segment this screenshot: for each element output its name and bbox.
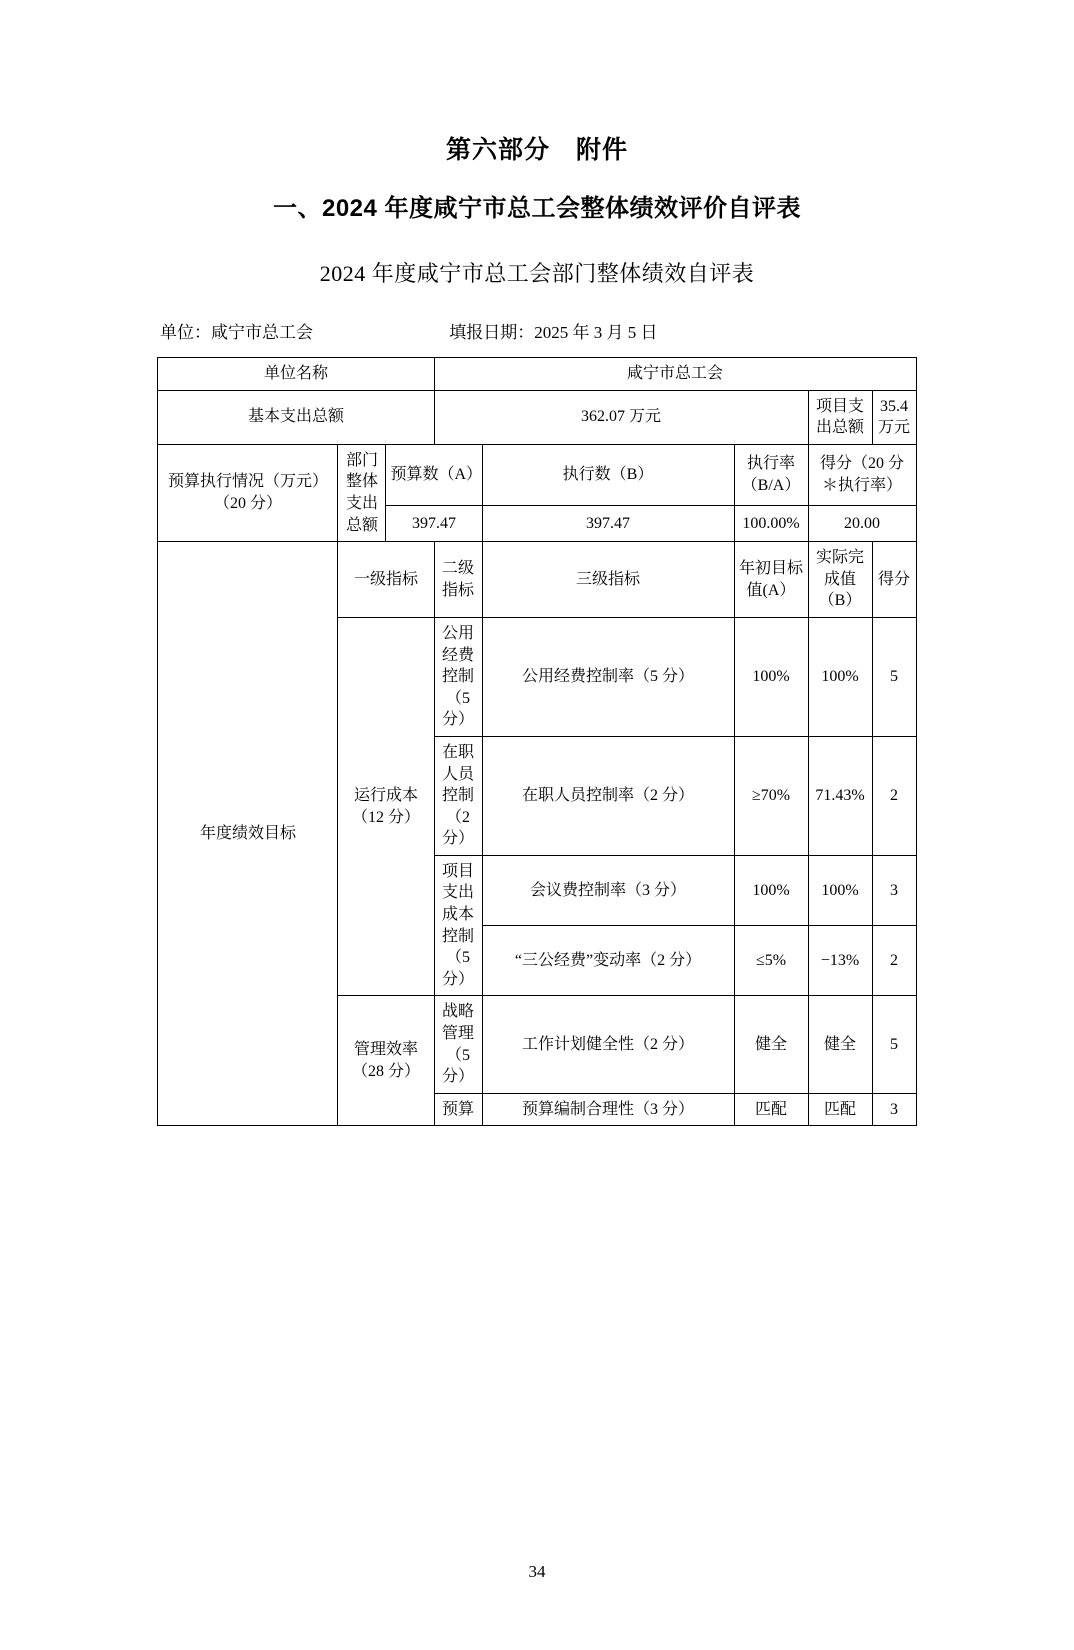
- score-value: 2: [872, 926, 916, 996]
- level3-indicator: 工作计划健全性（2 分）: [482, 996, 734, 1093]
- section-title: 一、2024 年度咸宁市总工会整体绩效评价自评表: [272, 195, 802, 222]
- score-value: 2: [872, 736, 916, 855]
- part-title: 第六部分 附件: [445, 136, 628, 164]
- actual-value: −13%: [808, 926, 872, 996]
- exec-number-header: 执行数（B）: [482, 444, 734, 505]
- project-expenditure-label: 项目支出总额: [808, 390, 872, 444]
- actual-value: 71.43%: [808, 736, 872, 855]
- target-header: 年初目标值(A）: [734, 542, 808, 618]
- level3-header: 三级指标: [482, 542, 734, 618]
- level2-budget: 预算: [434, 1093, 482, 1126]
- unit-name-label: 单位名称: [158, 358, 434, 391]
- level1-management-efficiency: 管理效率（28 分）: [338, 996, 434, 1126]
- unit-name-value: 咸宁市总工会: [434, 358, 916, 391]
- level3-indicator: “三公经费”变动率（2 分）: [482, 926, 734, 996]
- target-value: 100%: [734, 617, 808, 736]
- score-value: 3: [872, 1093, 916, 1126]
- basic-expenditure-value: 362.07 万元: [434, 390, 808, 444]
- score-value: 3: [872, 855, 916, 925]
- budget-number-value: 397.47: [386, 505, 482, 542]
- page-number: 34: [528, 1562, 546, 1581]
- actual-value: 100%: [808, 617, 872, 736]
- actual-value: 100%: [808, 855, 872, 925]
- actual-header: 实际完成值（B）: [808, 542, 872, 618]
- score-header: 得分: [872, 542, 916, 618]
- target-value: ≤5%: [734, 926, 808, 996]
- budget-exec-row-label: 预算执行情况（万元）（20 分）: [158, 444, 338, 541]
- actual-value: 匹配: [808, 1093, 872, 1126]
- score-value: 5: [872, 996, 916, 1093]
- budget-score-header: 得分（20 分＊执行率）: [808, 444, 916, 505]
- level2-staff-control: 在职人员控制（2 分）: [434, 736, 482, 855]
- target-value: ≥70%: [734, 736, 808, 855]
- level3-indicator: 公用经费控制率（5 分）: [482, 617, 734, 736]
- budget-score-value: 20.00: [808, 505, 916, 542]
- level2-header: 二级指标: [434, 542, 482, 618]
- table-row: [158, 542, 916, 618]
- level2-public-expense-control: 公用经费控制（5 分）: [434, 617, 482, 736]
- score-value: 5: [872, 617, 916, 736]
- annual-performance-label: 年度绩效目标: [158, 542, 338, 1126]
- project-expenditure-value: 35.4 万元: [872, 390, 916, 444]
- meta-row: [0, 318, 1074, 343]
- actual-value: 健全: [808, 996, 872, 1093]
- document-page: [0, 130, 1074, 1650]
- table-row: [158, 358, 916, 391]
- budget-number-header: 预算数（A）: [386, 444, 482, 505]
- level1-header: 一级指标: [338, 542, 434, 618]
- report-date-label: 填报日期：2025 年 3 月 5 日: [449, 323, 658, 342]
- exec-number-value: 397.47: [482, 505, 734, 542]
- performance-table: [157, 357, 916, 1126]
- table-title: 2024 年度咸宁市总工会部门整体绩效自评表: [319, 261, 755, 286]
- table-row: [158, 390, 916, 444]
- basic-expenditure-label: 基本支出总额: [158, 390, 434, 444]
- level3-indicator: 在职人员控制率（2 分）: [482, 736, 734, 855]
- level1-operating-cost: 运行成本（12 分）: [338, 617, 434, 996]
- target-value: 100%: [734, 855, 808, 925]
- target-value: 健全: [734, 996, 808, 1093]
- unit-label: 单位：咸宁市总工会: [160, 323, 313, 342]
- level3-indicator: 会议费控制率（3 分）: [482, 855, 734, 925]
- target-value: 匹配: [734, 1093, 808, 1126]
- level2-strategy-management: 战略管理（5 分）: [434, 996, 482, 1093]
- level2-project-cost-control: 项目支出成本控制（5 分）: [434, 855, 482, 996]
- exec-rate-header: 执行率（B/A）: [734, 444, 808, 505]
- exec-rate-value: 100.00%: [734, 505, 808, 542]
- table-row: [158, 444, 916, 505]
- dept-total-expenditure-label: 部门整体支出总额: [338, 444, 386, 541]
- level3-indicator: 预算编制合理性（3 分）: [482, 1093, 734, 1126]
